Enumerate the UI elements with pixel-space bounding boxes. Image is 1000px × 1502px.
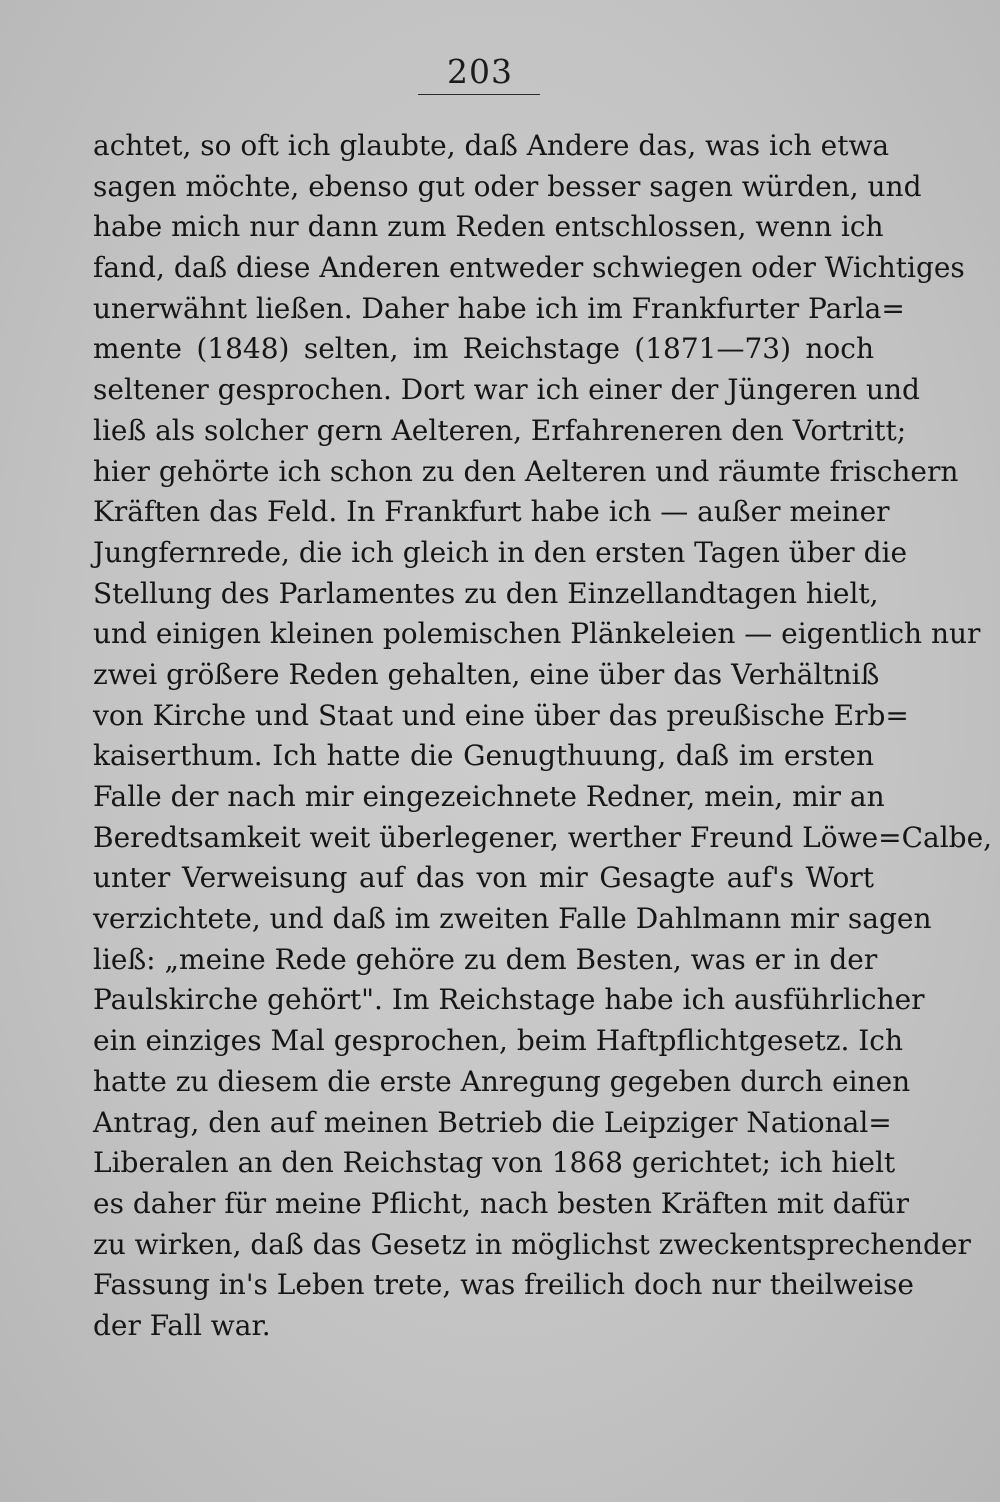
text-line: habe mich nur dann zum Reden entschlossen, wenn ich xyxy=(93,210,884,244)
header-rule xyxy=(418,94,540,95)
text-line: seltener gesprochen. Dort war ich einer der Jüngeren und xyxy=(93,373,920,407)
text-line: fand, daß diese Anderen entweder schwiegen oder Wichtiges xyxy=(93,251,965,285)
text-line: hier gehörte ich schon zu den Aelteren und räumte frischern xyxy=(93,454,959,488)
page-number: 203 xyxy=(447,52,513,91)
text-line: Kräften das Feld. In Frankfurt habe ich — außer meiner xyxy=(93,495,890,529)
text-line: ein einziges Mal gesprochen, beim Haftpflichtgesetz. Ich xyxy=(93,1024,904,1058)
text-line: es daher für meine Pflicht, nach besten Kräften mit dafür xyxy=(93,1186,909,1220)
text-line: hatte zu diesem die erste Anregung gegeben durch einen xyxy=(93,1064,911,1098)
text-line: zwei größere Reden gehalten, eine über das Verhältniß xyxy=(93,657,880,691)
text-line: der Fall war. xyxy=(93,1308,271,1342)
text-line: achtet, so oft ich glaubte, daß Andere das, was ich etwa xyxy=(93,129,890,162)
text-line: Liberalen an den Reichstag von 1868 gerichtet; ich hielt xyxy=(93,1146,896,1180)
text-line: Antrag, den auf meinen Betrieb die Leipziger National= xyxy=(93,1105,892,1139)
text-line: Fassung in's Leben trete, was freilich doch nur theilweise xyxy=(93,1268,914,1302)
text-line: Falle der nach mir eingezeichnete Redner, mein, mir an xyxy=(93,780,885,813)
text-line: ließ: „meine Rede gehöre zu dem Besten, was er in der xyxy=(93,942,878,976)
text-line: verzichtete, und daß im zweiten Falle Dahlmann mir sagen xyxy=(93,902,932,936)
text-line: zu wirken, daß das Gesetz in möglichst zweckentsprechender xyxy=(93,1227,971,1261)
body-text xyxy=(93,126,993,1347)
text-line: kaiserthum. Ich hatte die Genugthuung, daß im ersten xyxy=(93,739,874,773)
text-line: Stellung des Parlamentes zu den Einzellandtagen hielt, xyxy=(93,576,879,610)
text-line: mente (1848) selten, im Reichstage (1871—73) noch xyxy=(93,332,874,366)
text-line: unerwähnt ließen. Daher habe ich im Frankfurter Parla= xyxy=(93,291,905,325)
text-line: Beredtsamkeit weit überlegener, werther Freund Löwe=Calbe, xyxy=(93,820,993,854)
text-line: Jungfernrede, die ich gleich in den ersten Tagen über die xyxy=(93,535,908,569)
text-line: ließ als solcher gern Aelteren, Erfahreneren den Vortritt; xyxy=(93,413,907,447)
text-line: von Kirche und Staat und eine über das preußische Erb= xyxy=(93,698,909,732)
text-line: und einigen kleinen polemischen Plänkeleien — eigentlich nur xyxy=(93,617,981,651)
text-line: Paulskirche gehört". Im Reichstage habe ich ausführlicher xyxy=(93,983,925,1017)
text-line: sagen möchte, ebenso gut oder besser sagen würden, und xyxy=(93,169,922,203)
text-line: unter Verweisung auf das von mir Gesagte auf's Wort xyxy=(93,861,874,895)
